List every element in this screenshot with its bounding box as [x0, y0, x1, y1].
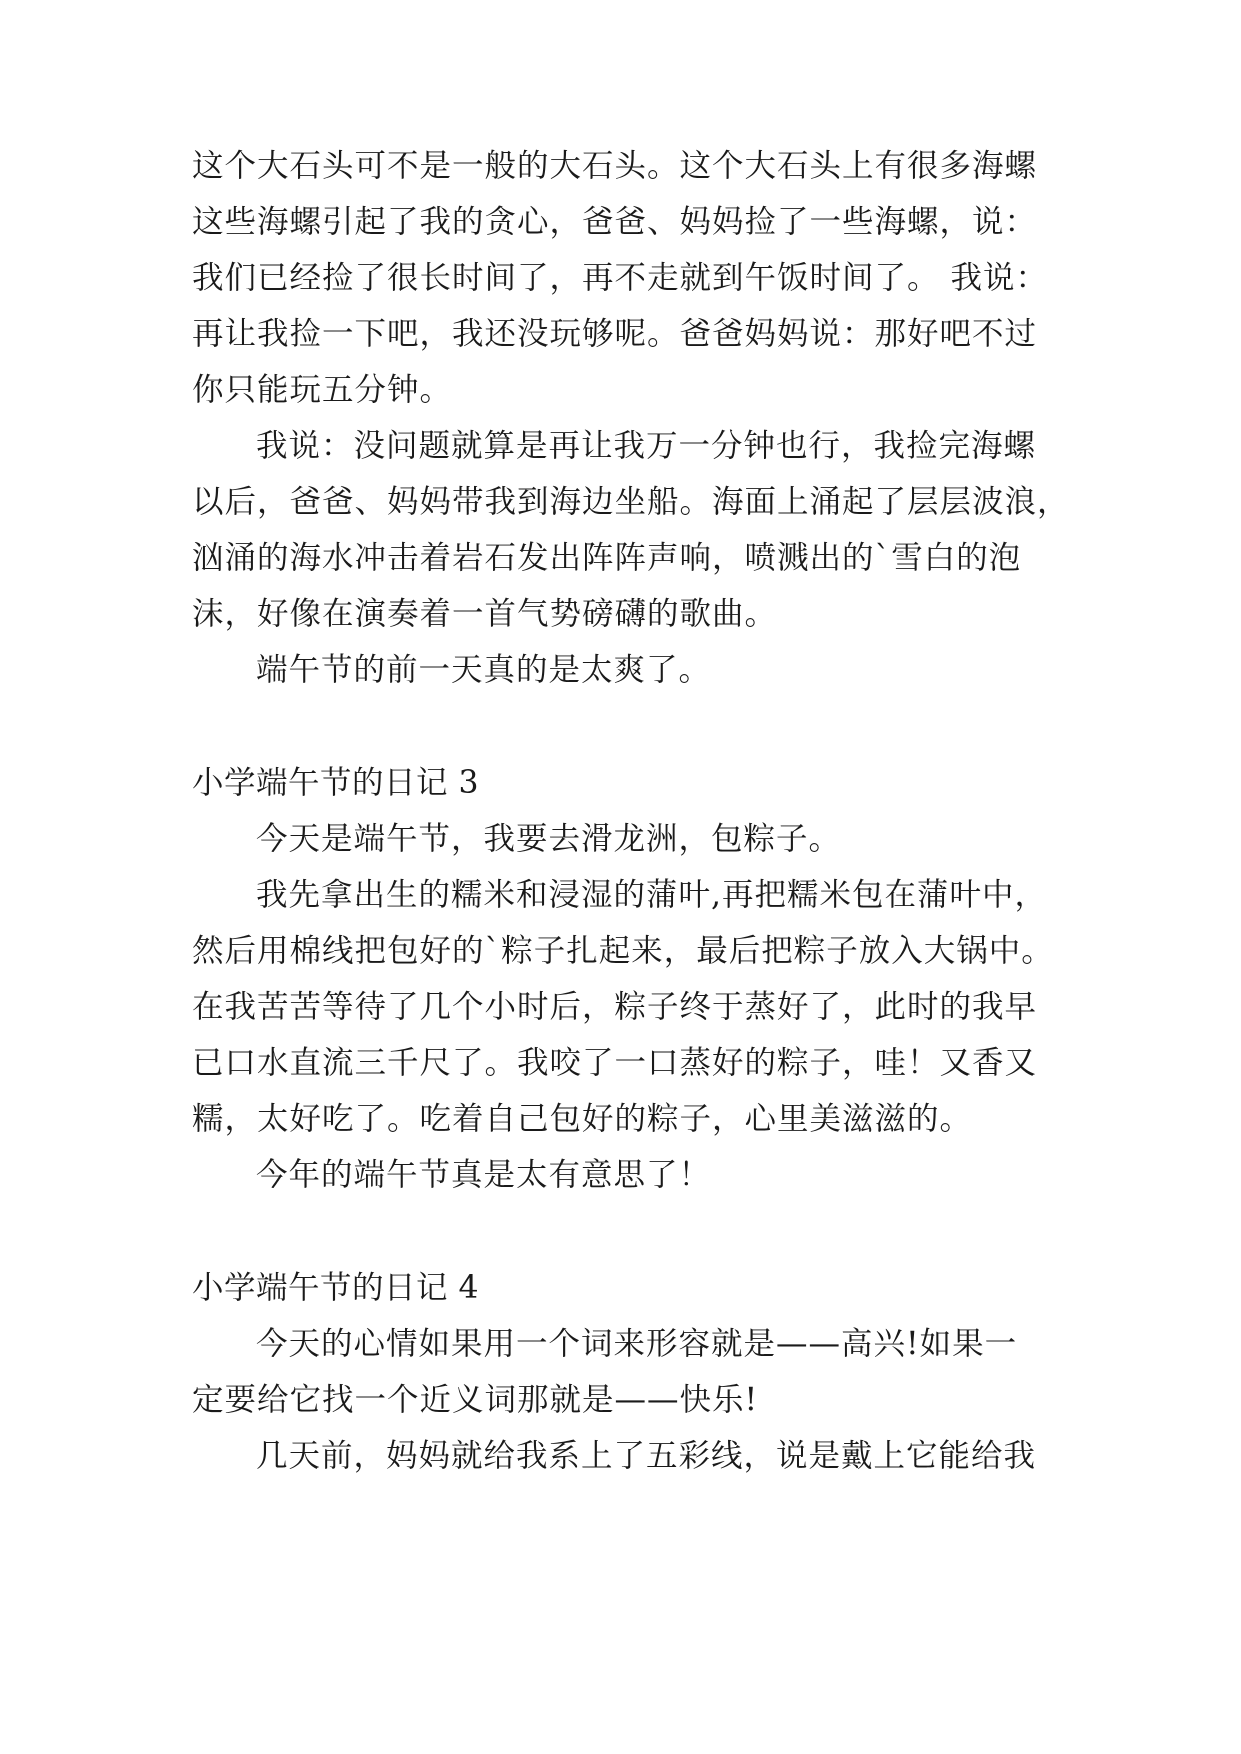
text-line: 定要给它找一个近义词那就是——快乐! [192, 1382, 759, 1418]
text-line: 你只能玩五分钟。 [192, 372, 453, 408]
text-line: 再让我捡一下吧，我还没玩够呢。爸爸妈妈说：那好吧不过 [192, 316, 1038, 352]
section-title: 小学端午节的日记 3 [192, 765, 480, 801]
text-line: 我们已经捡了很长时间了，再不走就到午饭时间了。 我说： [192, 260, 1049, 296]
text-line: 沫，好像在演奏着一首气势磅礴的歌曲。 [192, 596, 778, 632]
text-line: 这个大石头可不是一般的大石头。这个大石头上有很多海螺 [192, 148, 1038, 184]
text-line: 已口水直流三千尺了。我咬了一口蒸好的粽子，哇！又香又 [192, 1045, 1038, 1081]
text-line: 今天是端午节，我要去滑龙洲，包粽子。 [256, 821, 842, 857]
text-line: 今天的心情如果用一个词来形容就是——高兴!如果一 [256, 1326, 1018, 1362]
text-line: 我说：没问题就算是再让我万一分钟也行，我捡完海螺 [256, 428, 1037, 464]
text-line: 然后用棉线把包好的`粽子扎起来，最后把粽子放入大锅中。 [192, 933, 1054, 969]
text-line: 这些海螺引起了我的贪心，爸爸、妈妈捡了一些海螺，说： [192, 204, 1038, 240]
text-line: 我先拿出生的糯米和浸湿的蒲叶,再把糯米包在蒲叶中， [256, 877, 1048, 913]
text-line: 糯，太好吃了。吃着自己包好的粽子，心里美滋滋的。 [192, 1101, 973, 1137]
section-title: 小学端午节的日记 4 [192, 1270, 480, 1306]
text-line: 今年的端午节真是太有意思了！ [256, 1157, 712, 1193]
text-line: 端午节的前一天真的是太爽了。 [256, 652, 712, 688]
text-line: 几天前，妈妈就给我系上了五彩线，说是戴上它能给我 [256, 1438, 1037, 1474]
text-line: 在我苦苦等待了几个小时后，粽子终于蒸好了，此时的我早 [192, 989, 1038, 1025]
text-line: 以后，爸爸、妈妈带我到海边坐船。海面上涌起了层层波浪， [192, 484, 1070, 520]
text-line: 汹涌的海水冲击着岩石发出阵阵声响，喷溅出的`雪白的泡 [192, 540, 1022, 576]
